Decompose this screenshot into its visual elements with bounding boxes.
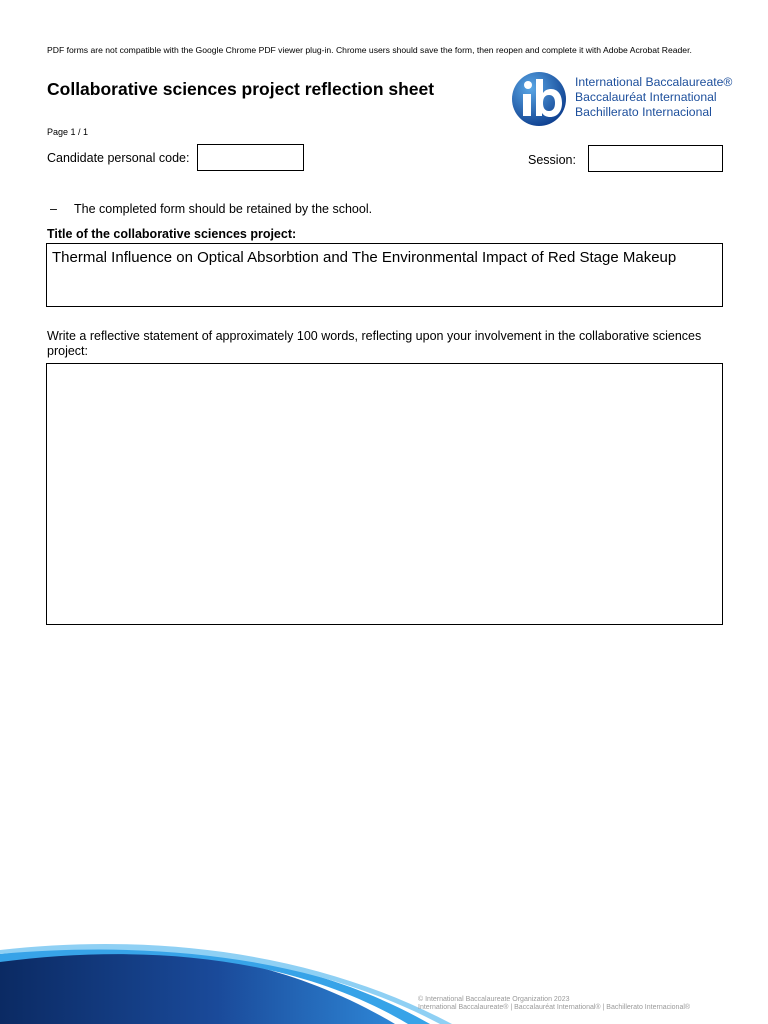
logo-line-english: International Baccalaureate®	[575, 75, 733, 89]
logo-line-french: Baccalauréat International	[575, 90, 717, 104]
candidate-code-label: Candidate personal code:	[47, 151, 190, 165]
ib-emblem-icon	[510, 70, 568, 128]
ib-logo	[510, 70, 733, 128]
session-label: Session:	[528, 153, 576, 167]
candidate-code-field[interactable]	[197, 144, 304, 171]
session-field[interactable]	[588, 145, 723, 172]
copyright-line: © International Baccalaureate Organization 2023	[418, 996, 570, 1003]
reflection-label: Write a reflective statement of approximately 100 words, reflecting upon your involvement in the collaborative sciences project:	[47, 329, 702, 358]
bullet-dash: –	[50, 202, 57, 216]
project-title-field[interactable]	[46, 243, 723, 307]
footer-copyright	[418, 996, 690, 1012]
trademark-line: International Baccalaureate® | Baccalauréat International® | Bachillerato Internacional®	[418, 1004, 691, 1011]
project-title-value: Thermal Influence on Optical Absorbtion and The Environmental Impact of Red Stage Makeup	[52, 249, 677, 266]
page-title: Collaborative sciences project reflection sheet	[47, 79, 435, 99]
logo-line-spanish: Bachillerato Internacional	[575, 105, 712, 119]
reflection-field[interactable]	[46, 363, 723, 625]
browser-compatibility-notice: PDF forms are not compatible with the Google Chrome PDF viewer plug-in. Chrome users should save the form, then reopen and complete it with Adobe Acrobat Reader.	[47, 45, 692, 55]
instruction-bullet	[50, 202, 372, 216]
page-number: Page 1 / 1	[47, 127, 89, 137]
bullet-text: The completed form should be retained by the school.	[74, 202, 373, 216]
project-title-label: Title of the collaborative sciences project:	[47, 227, 297, 241]
